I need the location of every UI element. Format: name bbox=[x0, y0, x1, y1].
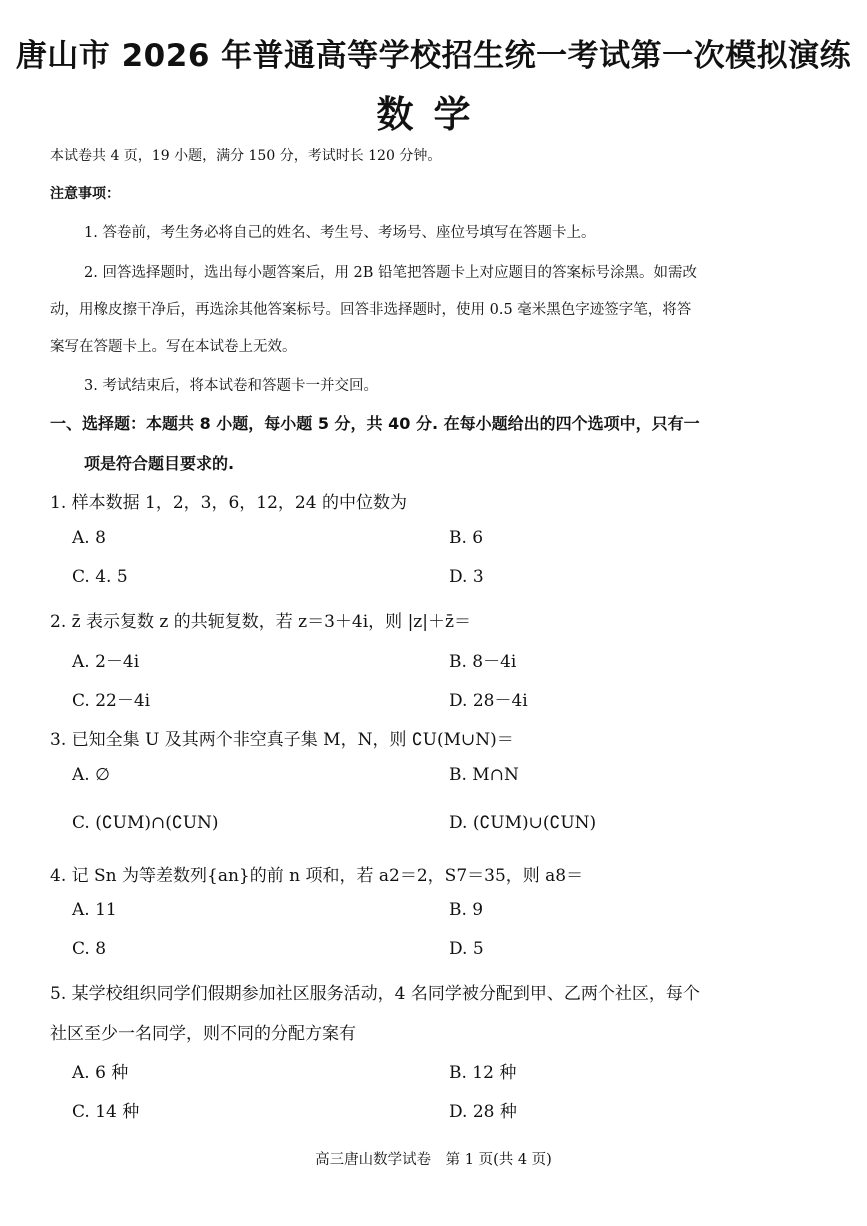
question-5-stem-line-2: 社区至少一名同学，则不同的分配方案有 bbox=[50, 1024, 356, 1044]
question-2-stem: 2. z̄ 表示复数 z 的共轭复数，若 z＝3＋4i，则 |z|＋z̄＝ bbox=[50, 612, 471, 632]
notice-item-1: 1. 答卷前，考生务必将自己的姓名、考生号、考场号、座位号填写在答题卡上。 bbox=[84, 225, 596, 241]
question-2-option-b: B. 8－4i bbox=[449, 652, 517, 672]
section-heading-line-1: 一、选择题：本题共 8 小题，每小题 5 分，共 40 分. 在每小题给出的四个选项中，只有一 bbox=[50, 414, 700, 433]
question-4-option-b: B. 9 bbox=[449, 900, 484, 920]
notice-item-2-line-1: 2. 回答选择题时，选出每小题答案后，用 2B 铅笔把答题卡上对应题目的答案标号涂黑。如需改 bbox=[84, 265, 698, 281]
notice-heading: 注意事项： bbox=[50, 186, 120, 202]
question-3-option-a: A. ∅ bbox=[72, 765, 110, 785]
question-5-stem-line-1: 5. 某学校组织同学们假期参加社区服务活动，4 名同学被分配到甲、乙两个社区，每个 bbox=[50, 984, 700, 1004]
question-1-option-d: D. 3 bbox=[449, 567, 484, 587]
notice-item-2-line-2: 动，用橡皮擦干净后，再选涂其他答案标号。回答非选择题时，使用 0.5 毫米黑色字迹签字笔，将答 bbox=[50, 302, 692, 318]
question-5-option-a: A. 6 种 bbox=[72, 1063, 129, 1083]
question-4-option-a: A. 11 bbox=[72, 900, 117, 920]
question-4-option-c: C. 8 bbox=[72, 939, 107, 959]
question-4-option-d: D. 5 bbox=[449, 939, 484, 959]
question-5-option-c: C. 14 种 bbox=[72, 1102, 140, 1122]
subject-title: 数学 bbox=[376, 93, 491, 136]
question-1-option-a: A. 8 bbox=[72, 528, 106, 548]
question-3-option-c: C. (∁UM)∩(∁UN) bbox=[72, 813, 219, 833]
section-heading-line-2: 项是符合题目要求的. bbox=[84, 454, 235, 473]
page-footer: 高三唐山数学试卷 第 1 页(共 4 页) bbox=[315, 1152, 552, 1168]
question-3-option-b: B. M∩N bbox=[449, 765, 519, 785]
question-5-option-b: B. 12 种 bbox=[449, 1063, 517, 1083]
question-2-option-a: A. 2－4i bbox=[72, 652, 140, 672]
question-3-stem: 3. 已知全集 U 及其两个非空真子集 M，N，则 ∁U(M∪N)＝ bbox=[50, 730, 514, 750]
question-2-option-d: D. 28－4i bbox=[449, 691, 528, 711]
exam-title: 唐山市 2026 年普通高等学校招生统一考试第一次模拟演练 bbox=[15, 38, 852, 74]
question-5-option-d: D. 28 种 bbox=[449, 1102, 517, 1122]
question-4-stem: 4. 记 Sn 为等差数列{an}的前 n 项和，若 a2＝2，S7＝35，则 a8＝ bbox=[50, 866, 584, 886]
question-1-option-c: C. 4. 5 bbox=[72, 567, 128, 587]
exam-intro: 本试卷共 4 页，19 小题，满分 150 分，考试时长 120 分钟。 bbox=[50, 148, 442, 164]
notice-item-3: 3. 考试结束后，将本试卷和答题卡一并交回。 bbox=[84, 378, 378, 394]
question-3-option-d: D. (∁UM)∪(∁UN) bbox=[449, 813, 597, 833]
notice-item-2-line-3: 案写在答题卡上。写在本试卷上无效。 bbox=[50, 339, 297, 355]
question-1-stem: 1. 样本数据 1，2，3，6，12，24 的中位数为 bbox=[50, 493, 407, 513]
question-1-option-b: B. 6 bbox=[449, 528, 484, 548]
question-2-option-c: C. 22－4i bbox=[72, 691, 151, 711]
